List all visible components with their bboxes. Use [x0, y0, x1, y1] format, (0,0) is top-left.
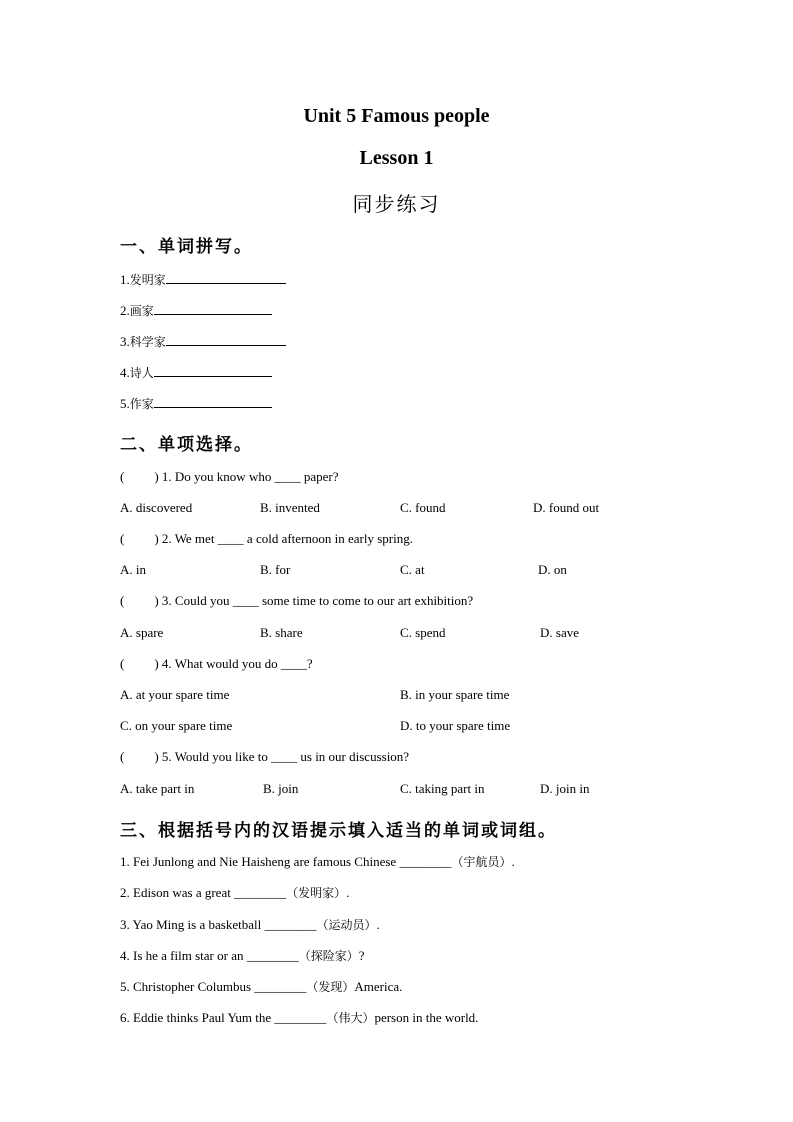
answer-paren[interactable]: ( [120, 531, 125, 546]
option-b[interactable]: B. in your spare time [400, 687, 510, 702]
option-a[interactable]: A. spare [120, 625, 164, 640]
spelling-item [120, 364, 272, 381]
option-a[interactable]: A. at your spare time [120, 687, 230, 702]
fill-hint: （宇航员） [451, 855, 512, 869]
question-text: ) 1. Do you know who ____ paper? [154, 469, 339, 484]
option-a[interactable]: A. in [120, 562, 146, 577]
option-d[interactable]: D. on [538, 562, 567, 577]
answer-paren[interactable]: ( [120, 749, 125, 764]
option-a[interactable]: A. take part in [120, 781, 195, 796]
answer-blank[interactable] [154, 396, 272, 408]
fill-hint: （运动员） [316, 918, 377, 932]
spelling-item [120, 333, 286, 350]
answer-paren[interactable]: ( [120, 593, 125, 608]
question-text: ) 2. We met ____ a cold afternoon in early spring. [154, 531, 413, 546]
question-stem [120, 749, 409, 765]
lesson-title: Lesson 1 [359, 147, 434, 169]
option-d[interactable]: D. save [540, 625, 579, 640]
option-b[interactable]: B. share [260, 625, 303, 640]
unit-title: Unit 5 Famous people [303, 105, 490, 127]
option-d[interactable]: D. join in [540, 781, 590, 796]
answer-blank[interactable] [166, 272, 286, 284]
option-a[interactable]: A. discovered [120, 500, 193, 515]
answer-paren[interactable]: ( [120, 656, 125, 671]
fill-text: 1. Fei Junlong and Nie Haisheng are famous Chinese ________ [120, 854, 452, 869]
option-b[interactable]: B. invented [260, 500, 320, 515]
question-stem [120, 469, 338, 485]
question-stem [120, 593, 473, 609]
option-c[interactable]: C. found [400, 500, 446, 515]
fill-end: . [376, 917, 380, 932]
fill-item [120, 947, 365, 964]
fill-item [120, 916, 380, 933]
spelling-item [120, 395, 272, 412]
fill-text: 5. Christopher Columbus ________ [120, 979, 307, 994]
question-stem [120, 531, 413, 547]
question-text: ) 4. What would you do ____? [154, 656, 313, 671]
fill-item [120, 978, 402, 995]
section-heading-spelling: 一、单词拼写。 [120, 237, 253, 257]
item-number: 1. [120, 272, 130, 287]
option-b[interactable]: B. join [263, 781, 299, 796]
fill-text: 3. Yao Ming is a basketball ________ [120, 917, 317, 932]
spelling-item [120, 271, 286, 288]
fill-end: . [511, 854, 515, 869]
section-heading-fill: 三、根据括号内的汉语提示填入适当的单词或词组。 [120, 821, 557, 841]
item-number: 3. [120, 334, 130, 349]
item-word: 作家 [129, 397, 154, 411]
fill-text: 4. Is he a film star or an ________ [120, 948, 299, 963]
fill-hint: （伟大） [326, 1011, 375, 1025]
question-text: ) 3. Could you ____ some time to come to our art exhibition? [154, 593, 474, 608]
item-number: 5. [120, 396, 130, 411]
fill-item [120, 853, 515, 870]
option-d[interactable]: D. to your spare time [400, 718, 511, 733]
fill-text: 2. Edison was a great ________ [120, 885, 287, 900]
item-word: 发明家 [129, 273, 166, 287]
fill-end: . [346, 885, 350, 900]
answer-blank[interactable] [166, 334, 286, 346]
answer-blank[interactable] [154, 365, 272, 377]
item-number: 2. [120, 303, 130, 318]
page-subtitle: 同步练习 [352, 192, 441, 216]
spelling-item [120, 302, 272, 319]
fill-item [120, 1009, 478, 1026]
option-c[interactable]: C. on your spare time [120, 718, 233, 733]
item-word: 诗人 [129, 366, 154, 380]
question-stem [120, 656, 313, 672]
option-b[interactable]: B. for [260, 562, 291, 577]
fill-hint: （发明家） [286, 886, 347, 900]
answer-blank[interactable] [154, 303, 272, 315]
fill-item [120, 884, 349, 901]
option-d[interactable]: D. found out [533, 500, 600, 515]
fill-hint: （发现） [306, 980, 355, 994]
option-c[interactable]: C. spend [400, 625, 446, 640]
question-text: ) 5. Would you like to ____ us in our discussion? [154, 749, 410, 764]
answer-paren[interactable]: ( [120, 469, 125, 484]
fill-end: America. [354, 979, 403, 994]
fill-end: ? [358, 948, 365, 963]
item-word: 科学家 [129, 335, 166, 349]
item-word: 画家 [129, 304, 154, 318]
fill-end: person in the world. [374, 1010, 479, 1025]
section-heading-choice: 二、单项选择。 [120, 435, 253, 455]
fill-text: 6. Eddie thinks Paul Yum the ________ [120, 1010, 327, 1025]
item-number: 4. [120, 365, 130, 380]
option-c[interactable]: C. taking part in [400, 781, 485, 796]
option-c[interactable]: C. at [400, 562, 425, 577]
fill-hint: （探险家） [298, 949, 359, 963]
